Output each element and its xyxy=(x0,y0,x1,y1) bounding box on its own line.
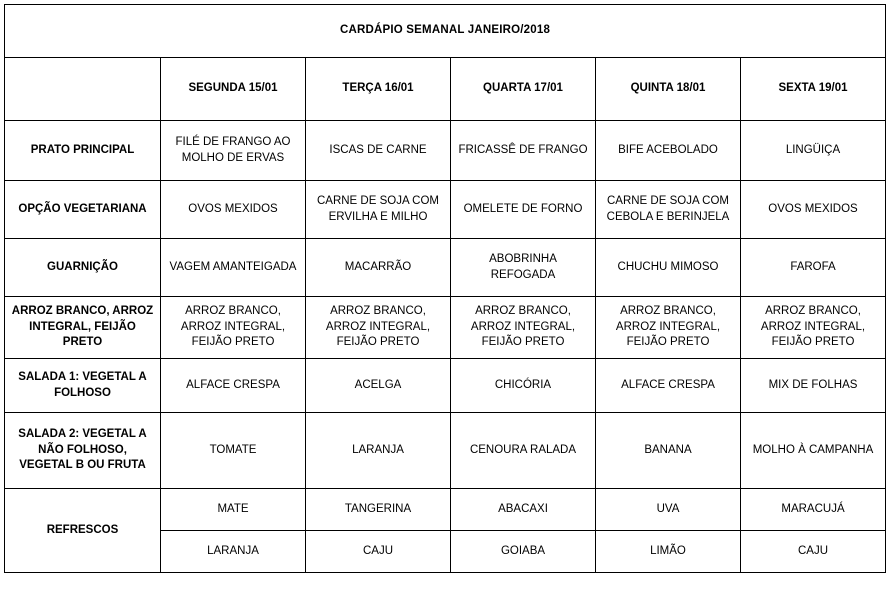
cell-prato-principal-thursday: BIFE ACEBOLADO xyxy=(596,121,741,181)
weekly-menu-table xyxy=(4,4,886,573)
cell-salada2-thursday: BANANA xyxy=(596,413,741,489)
cell-arroz-wednesday: ARROZ BRANCO, ARROZ INTEGRAL, FEIJÃO PRETO xyxy=(451,297,596,359)
day-header-monday: SEGUNDA 15/01 xyxy=(161,58,306,121)
cell-arroz-thursday: ARROZ BRANCO, ARROZ INTEGRAL, FEIJÃO PRETO xyxy=(596,297,741,359)
cell-salada2-wednesday: CENOURA RALADA xyxy=(451,413,596,489)
row-label-opcao-vegetariana: OPÇÃO VEGETARIANA xyxy=(5,181,161,239)
cell-refresco1-monday: MATE xyxy=(161,489,306,531)
cell-refresco2-wednesday: GOIABA xyxy=(451,531,596,573)
cell-guarnicao-friday: FAROFA xyxy=(741,239,886,297)
row-label-refrescos: REFRESCOS xyxy=(5,489,161,573)
title-row xyxy=(5,5,886,58)
cell-vegetariana-wednesday: OMELETE DE FORNO xyxy=(451,181,596,239)
cell-salada1-tuesday: ACELGA xyxy=(306,359,451,413)
cell-refresco2-thursday: LIMÃO xyxy=(596,531,741,573)
cell-refresco2-monday: LARANJA xyxy=(161,531,306,573)
cell-salada2-monday: TOMATE xyxy=(161,413,306,489)
row-label-salada-2: SALADA 2: VEGETAL A NÃO FOLHOSO, VEGETAL B OU FRUTA xyxy=(5,413,161,489)
cell-arroz-monday: ARROZ BRANCO, ARROZ INTEGRAL, FEIJÃO PRETO xyxy=(161,297,306,359)
cell-salada1-monday: ALFACE CRESPA xyxy=(161,359,306,413)
cell-refresco1-friday: MARACUJÁ xyxy=(741,489,886,531)
menu-document xyxy=(0,4,889,592)
table-row xyxy=(5,359,886,413)
cell-arroz-friday: ARROZ BRANCO, ARROZ INTEGRAL, FEIJÃO PRETO xyxy=(741,297,886,359)
cell-salada1-thursday: ALFACE CRESPA xyxy=(596,359,741,413)
cell-vegetariana-tuesday: CARNE DE SOJA COM ERVILHA E MILHO xyxy=(306,181,451,239)
cell-guarnicao-tuesday: MACARRÃO xyxy=(306,239,451,297)
cell-vegetariana-friday: OVOS MEXIDOS xyxy=(741,181,886,239)
day-header-wednesday: QUARTA 17/01 xyxy=(451,58,596,121)
cell-refresco2-tuesday: CAJU xyxy=(306,531,451,573)
row-label-prato-principal: PRATO PRINCIPAL xyxy=(5,121,161,181)
header-row xyxy=(5,58,886,121)
page-title: CARDÁPIO SEMANAL JANEIRO/2018 xyxy=(5,5,886,58)
row-label-arroz-feijao: ARROZ BRANCO, ARROZ INTEGRAL, FEIJÃO PRETO xyxy=(5,297,161,359)
table-row xyxy=(5,413,886,489)
day-header-friday: SEXTA 19/01 xyxy=(741,58,886,121)
day-header-thursday: QUINTA 18/01 xyxy=(596,58,741,121)
cell-arroz-tuesday: ARROZ BRANCO, ARROZ INTEGRAL, FEIJÃO PRETO xyxy=(306,297,451,359)
day-header-tuesday: TERÇA 16/01 xyxy=(306,58,451,121)
cell-refresco1-tuesday: TANGERINA xyxy=(306,489,451,531)
cell-prato-principal-tuesday: ISCAS DE CARNE xyxy=(306,121,451,181)
cell-salada1-wednesday: CHICÓRIA xyxy=(451,359,596,413)
cell-guarnicao-monday: VAGEM AMANTEIGADA xyxy=(161,239,306,297)
table-row xyxy=(5,121,886,181)
cell-prato-principal-friday: LINGÜIÇA xyxy=(741,121,886,181)
table-row xyxy=(5,489,886,531)
corner-cell xyxy=(5,58,161,121)
cell-refresco1-thursday: UVA xyxy=(596,489,741,531)
cell-refresco2-friday: CAJU xyxy=(741,531,886,573)
cell-guarnicao-wednesday: ABOBRINHA REFOGADA xyxy=(451,239,596,297)
cell-vegetariana-monday: OVOS MEXIDOS xyxy=(161,181,306,239)
row-label-salada-1: SALADA 1: VEGETAL A FOLHOSO xyxy=(5,359,161,413)
cell-prato-principal-monday: FILÉ DE FRANGO AO MOLHO DE ERVAS xyxy=(161,121,306,181)
cell-guarnicao-thursday: CHUCHU MIMOSO xyxy=(596,239,741,297)
row-label-guarnicao: GUARNIÇÃO xyxy=(5,239,161,297)
cell-salada1-friday: MIX DE FOLHAS xyxy=(741,359,886,413)
cell-refresco1-wednesday: ABACAXI xyxy=(451,489,596,531)
table-row xyxy=(5,297,886,359)
table-row xyxy=(5,181,886,239)
cell-prato-principal-wednesday: FRICASSÊ DE FRANGO xyxy=(451,121,596,181)
cell-salada2-friday: MOLHO À CAMPANHA xyxy=(741,413,886,489)
table-row xyxy=(5,239,886,297)
cell-salada2-tuesday: LARANJA xyxy=(306,413,451,489)
cell-vegetariana-thursday: CARNE DE SOJA COM CEBOLA E BERINJELA xyxy=(596,181,741,239)
